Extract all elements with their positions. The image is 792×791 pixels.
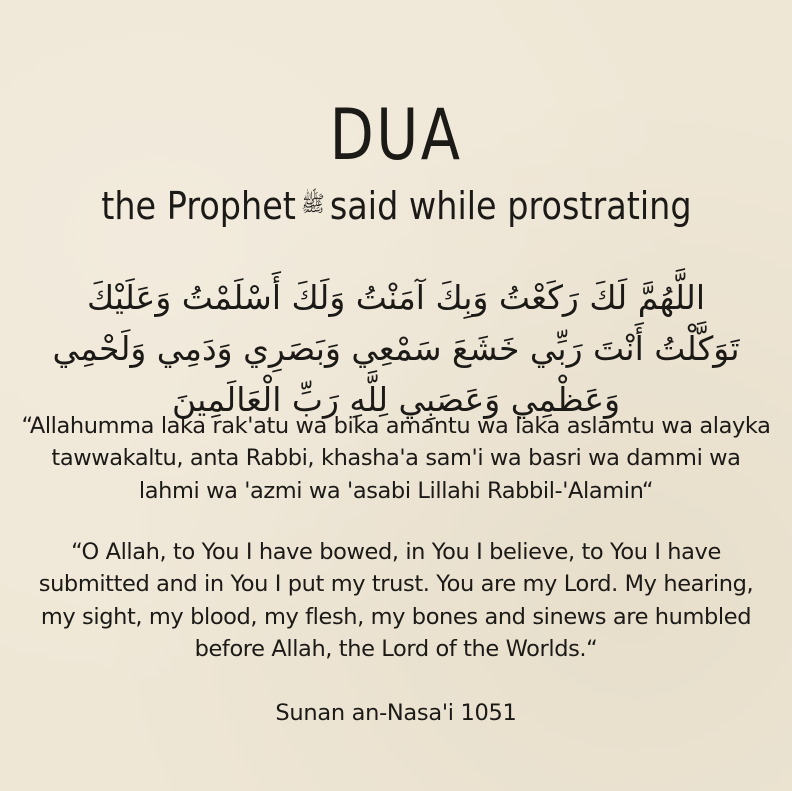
subtitle [0, 186, 792, 228]
page-title: DUA [329, 94, 463, 176]
subtitle-after: said while prostrating [329, 184, 692, 228]
subtitle-before: the Prophet [100, 184, 296, 228]
transliteration-text: “Allahumma laka rak'atu wa bika amantu wa laka aslamtu wa alayka tawwakaltu, anta Rabbi, khasha'a sam'i wa basri wa dammi wa lahmi wa 'azmi wa 'asabi Lillahi Rabbil-'Alamin“ [21, 413, 771, 504]
honorific-symbol: ﷺ [300, 191, 325, 217]
translation-text: “O Allah, to You I have bowed, in You I believe, to You I have submitted and in You I put my trust. You are my Lord. My hearing, my sight, my blood, my flesh, my bones and sinews are humbled before Allah, the Lord of the Worlds.“ [38, 539, 754, 663]
source-reference: Sunan an-Nasa'i 1051 [275, 700, 517, 726]
arabic-text: اللَّهُمَّ لَكَ رَكَعْتُ وَبِكَ آمَنْتُ وَلَكَ أَسْلَمْتُ وَعَلَيْكَ تَوَكَّلْتُ أَنْتَ رَبِّي خَشَعَ سَمْعِي وَبَصَرِي وَدَمِي وَلَحْمِي وَعَظْمِي وَعَصَبِي لِلَّهِ رَبِّ الْعَالَمِينَ [52, 278, 740, 420]
